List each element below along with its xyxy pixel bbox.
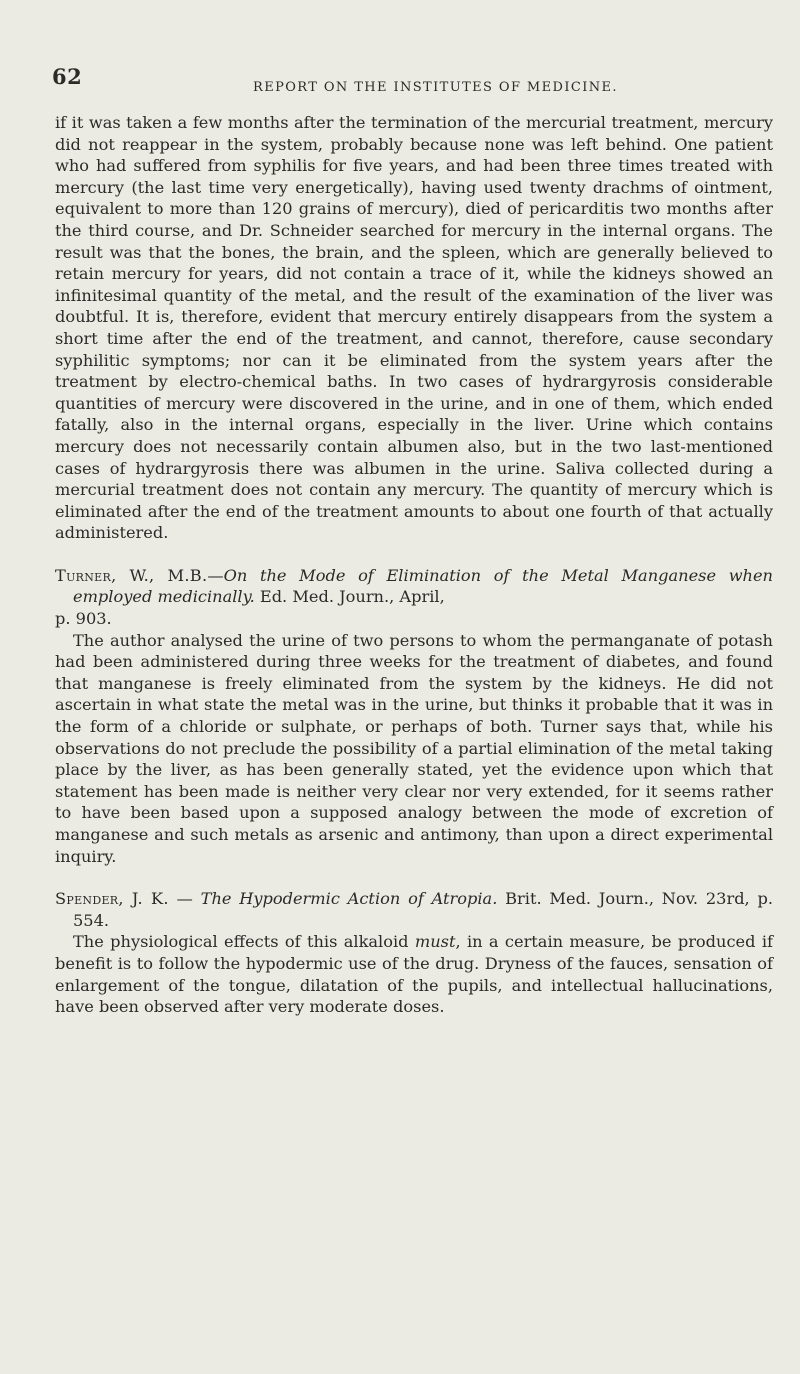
running-head: REPORT ON THE INSTITUTES OF MEDICINE.	[253, 80, 618, 95]
reference-abstract-spender	[55, 931, 773, 1017]
reference-entry-spender	[55, 888, 773, 931]
reference-author: Turner, W., M.B.	[55, 565, 208, 585]
continued-paragraph: if it was taken a few months after the termination of the mercurial treatment, mercury did not reappear in the system, probably because none was left behind. One patient who had suffered from syphilis for five years, and had been three times treated with mercury (the last time very energetically), having used twenty drachms of ointment, equivalent to more than 120 grains of mercury), died of pericarditis two months after the third course, and Dr. Schneider searched for mercury in the internal organs. The result was that the bones, the brain, and the spleen, which are generally believed to retain mercury for years, did not contain a trace of it, while the kidneys showed an infinitesimal quantity of the metal, and the result of the examination of the liver was doubtful. It is, therefore, evident that mercury entirely disappears from the system a short time after the end of the treatment, and cannot, therefore, cause secondary syphilitic symptoms; nor can it be eliminated from the system years after the treatment by electro-chemical baths. In two cases of hydrargyrosis considerable quantities of mercury were discovered in the urine, and in one of them, which ended fatally, also in the internal organs, especially in the liver. Urine which contains mercury does not necessarily contain albumen also, but in the two last-mentioned cases of hydrargyrosis there was albumen in the urine. Saliva collected during a mercurial treatment does not contain any mercury. The quantity of mercury which is eliminated after the end of the treatment amounts to about one fourth of that actually administered.	[55, 113, 773, 543]
abstract-text: , in a certain measure, be produced if benefit is to follow the hypodermic use of the drug. Dryness of the fauces, sensation of enlargement of the tongue, dilatation of the pupils, and intellectual hallucinations, have been observed after very moderate doses.	[55, 932, 773, 1017]
abstract-text: The physiological effects of this alkaloid	[73, 932, 415, 952]
reference-separator: —	[207, 565, 224, 585]
page-body	[55, 112, 773, 1018]
reference-title: On the Mode of Elimination of the Metal Manganese when employed medicinally.	[73, 565, 773, 607]
page-number: 62	[52, 64, 83, 89]
reference-separator: —	[168, 889, 201, 909]
reference-abstract-turner: The author analysed the urine of two persons to whom the permanganate of potash had been administered during three weeks for the treatment of diabetes, and found that manganese is freely eliminated from the system by the kidneys. He did not ascertain in what state the metal was in the urine, but thinks it probable that it was in the form of a chloride or sulphate, or perhaps of both. Turner says that, while his observations do not preclude the possibility of a partial elimination of the metal taking place by the liver, as has been generally stated, yet the evidence upon which that statement has been made is neither very clear nor very extended, for it seems rather to have been based upon a supposed analogy between the mode of excretion of manganese and such metals as arsenic and antimony, than upon a direct experimental inquiry.	[55, 630, 773, 866]
reference-title: The Hypodermic Action of Atropia.	[200, 889, 498, 909]
reference-page: p. 903.	[55, 609, 112, 629]
emphasized-word: must	[414, 932, 456, 952]
reference-citation: Ed. Med. Journ., April,	[254, 587, 445, 607]
reference-entry-turner	[55, 565, 773, 630]
reference-author: Spender, J. K.	[55, 889, 169, 909]
reference-citation: Brit. Med. Journ., Nov. 23rd, p. 554.	[73, 889, 774, 930]
